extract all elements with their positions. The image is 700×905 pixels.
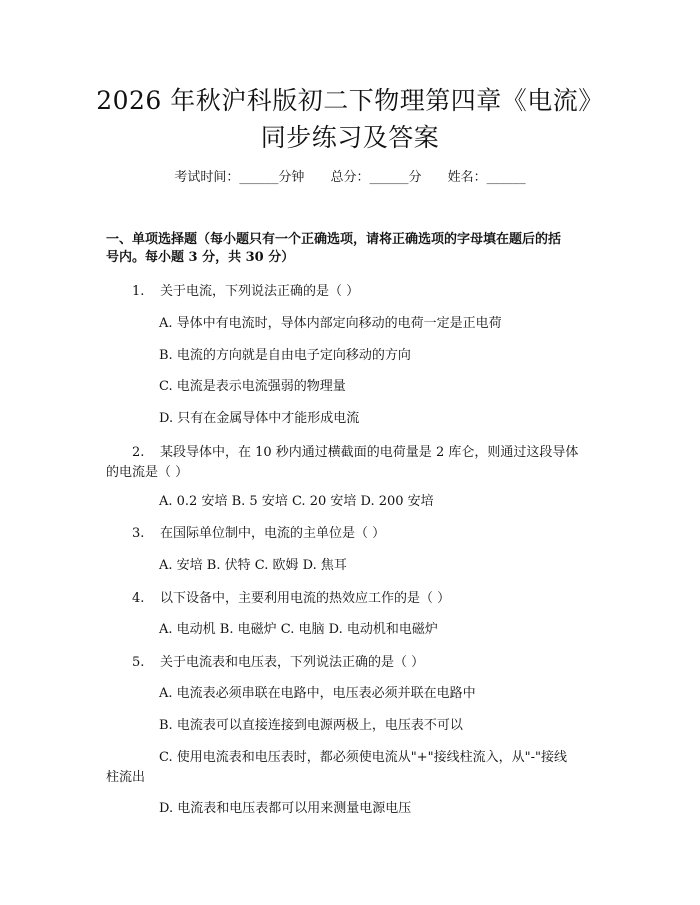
exam-info-row [0,168,700,188]
section-heading-line-2: 号内。每小题 3 分，共 30 分） [106,250,295,265]
question-1-option-d: D. 只有在金属导体中才能形成电流 [159,411,360,426]
page-title-line-1: 2026 年秋沪科版初二下物理第四章《电流》 [96,86,604,115]
question-stem: 在国际单位制中，电流的主单位是（ ） [160,526,386,541]
question-number: 5. [132,655,145,670]
question-3 [132,524,385,544]
question-number: 3. [132,526,145,541]
total-score-field: 总分：______分 [330,170,422,185]
question-2-options: A. 0.2 安培 B. 5 安培 C. 20 安培 D. 200 安培 [159,494,434,509]
question-number: 2. [132,445,145,460]
question-5-option-a: A. 电流表必须串联在电路中，电压表必须并联在电路中 [159,686,476,701]
question-1 [132,282,359,302]
question-stem: 关于电流，下列说法正确的是（ ） [160,284,360,299]
question-5 [132,653,424,673]
question-number: 1. [132,284,145,299]
question-5-option-c-continued: 柱流出 [106,770,146,785]
question-3-options: A. 安培 B. 伏特 C. 欧姆 D. 焦耳 [159,558,347,573]
question-stem: 以下设备中，主要利用电流的热效应工作的是（ ） [160,591,451,606]
student-name-field: 姓名：______ [447,170,526,185]
question-stem: 某段导体中，在 10 秒内通过横截面的电荷量是 2 库仑，则通过这段导体 [160,445,579,460]
question-4-options: A. 电动机 B. 电磁炉 C. 电脑 D. 电动机和电磁炉 [159,622,438,637]
question-5-option-b: B. 电流表可以直接连接到电源两极上，电压表不可以 [159,718,463,733]
section-heading-line-1: 一、单项选择题（每小题只有一个正确选项，请将正确选项的字母填在题后的括 [106,232,562,247]
question-5-option-c: C. 使用电流表和电压表时，都必须使电流从"+"接线柱流入，从"-"接线 [159,750,567,765]
page-title-line-2: 同步练习及答案 [260,123,440,152]
question-4 [132,589,450,609]
question-2 [132,443,578,463]
question-stem: 关于电流表和电压表，下列说法正确的是（ ） [160,655,425,670]
question-1-option-c: C. 电流是表示电流强弱的物理量 [159,379,346,394]
question-1-option-b: B. 电流的方向就是自由电子定向移动的方向 [159,348,411,363]
question-5-option-d: D. 电流表和电压表都可以用来测量电源电压 [159,801,412,816]
exam-time-field: 考试时间：______分钟 [174,170,305,185]
question-number: 4. [132,591,145,606]
question-1-option-a: A. 导体中有电流时，导体内部定向移动的电荷一定是正电荷 [159,316,502,331]
question-2-stem-continued: 的电流是（ ） [106,465,189,480]
